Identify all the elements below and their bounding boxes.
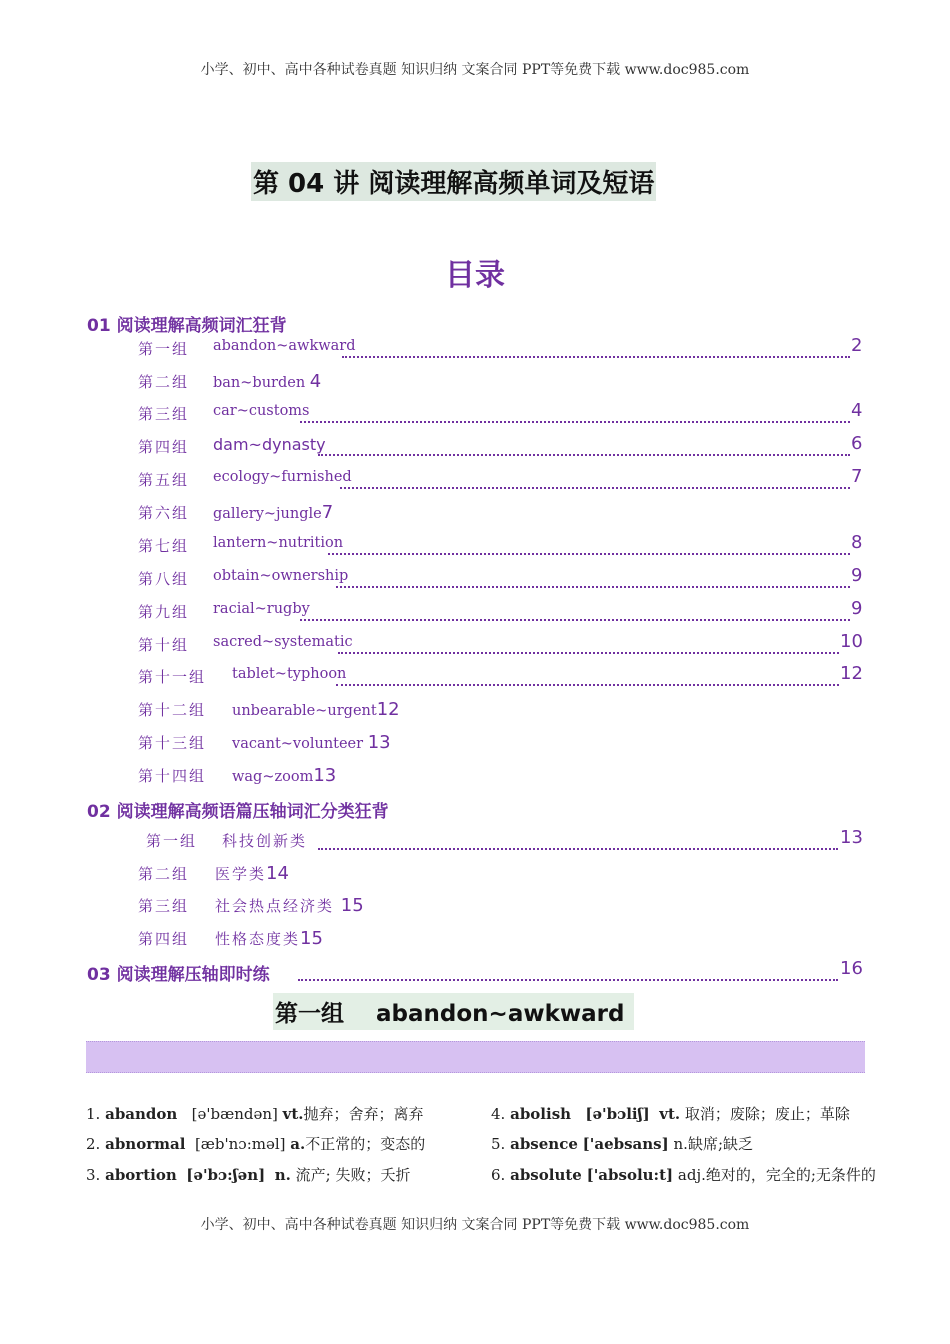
toc-entry-group: 第十二组	[138, 701, 207, 719]
toc-entry-page: 13	[367, 732, 391, 753]
dot-leader	[318, 848, 838, 850]
toc-entry-page: 13	[840, 827, 863, 848]
toc-entry-words	[232, 732, 391, 753]
toc-entry[interactable]	[0, 732, 950, 758]
toc-entry-group: 第五组	[138, 471, 190, 489]
page-header: 小学、初中、高中各种试卷真题 知识归纳 文案合同 PPT等免费下载 www.doc985.com	[200, 62, 750, 78]
toc-entry[interactable]	[0, 433, 950, 462]
toc-entry-group: 第九组	[138, 603, 190, 621]
toc-entry-words: obtain~ownership	[213, 568, 349, 584]
vocab-item	[491, 1133, 753, 1154]
toc-entry[interactable]	[0, 631, 950, 660]
toc-entry-words-text: 性格态度类	[215, 930, 301, 948]
toc-entry[interactable]	[0, 895, 950, 921]
vocab-meaning: 绝对的，完全的;无条件的	[705, 1166, 876, 1184]
vocab-phonetic: ['aebsans]	[582, 1135, 669, 1153]
toc-entry-group: 第十四组	[138, 767, 207, 785]
toc-entry[interactable]	[0, 532, 950, 561]
vocab-meaning: 抛弃；舍弃；离弃	[303, 1105, 424, 1123]
vocab-meaning: 取消；废除；废止；革除	[684, 1105, 850, 1123]
toc-entry-words	[215, 895, 364, 916]
toc-entry-words: ecology~furnished	[213, 469, 352, 485]
dot-leader	[300, 619, 850, 621]
vocab-item	[86, 1164, 411, 1185]
vocab-pos: vt.	[659, 1105, 681, 1123]
toc-entry-page: 9	[851, 565, 863, 586]
toc-entry[interactable]	[0, 598, 950, 627]
toc-entry-group: 第一组	[138, 340, 190, 358]
vocab-word: abortion	[105, 1166, 177, 1184]
toc-entry-words-text: gallery~jungle	[213, 506, 322, 522]
toc-entry-words-text: unbearable~urgent	[232, 703, 377, 719]
toc-section-3-label: 03 阅读理解压轴即时练	[87, 965, 270, 985]
toc-entry-words	[213, 371, 321, 392]
vocab-item	[86, 1133, 425, 1154]
toc-entry-page: 15	[340, 895, 364, 916]
toc-entry-group: 第三组	[138, 897, 190, 915]
vocab-phonetic: [ə'bɔliʃ]	[585, 1105, 650, 1123]
vocab-num: 1.	[86, 1105, 101, 1123]
toc-entry-words	[213, 502, 333, 523]
vocab-meaning: 不正常的；变态的	[305, 1135, 426, 1153]
toc-entry-words: 科技创新类	[222, 832, 308, 850]
toc-entry-group: 第四组	[138, 438, 190, 456]
vocab-num: 5.	[491, 1135, 506, 1153]
vocab-num: 6.	[491, 1166, 506, 1184]
toc-entry-words-text: ban~burden	[213, 375, 306, 391]
vocab-item	[86, 1103, 424, 1124]
toc-entry-page: 8	[851, 532, 863, 553]
toc-entry-page: 7	[321, 502, 334, 523]
vocab-word: abolish	[510, 1105, 572, 1123]
toc-entry-page: 12	[840, 663, 863, 684]
toc-entry-group: 第六组	[138, 504, 190, 522]
toc-entry[interactable]	[0, 466, 950, 495]
dot-leader	[318, 454, 850, 456]
toc-entry-words: car~customs	[213, 403, 310, 419]
toc-entry-words: lantern~nutrition	[213, 535, 344, 551]
dot-leader	[298, 979, 838, 981]
vocab-word: abandon	[105, 1105, 178, 1123]
toc-entry-words: sacred~systematic	[213, 634, 353, 650]
toc-entry-page: 7	[851, 466, 863, 487]
vocab-word: absence	[510, 1135, 578, 1153]
vocab-meaning: 缺席;缺乏	[687, 1135, 753, 1153]
group-heading	[273, 993, 634, 1030]
toc-entry-words	[232, 765, 336, 786]
toc-entry[interactable]	[0, 502, 950, 528]
vocab-word: abnormal	[105, 1135, 186, 1153]
toc-entry[interactable]	[0, 863, 950, 889]
vocab-phonetic: [ə'bɔ:ʃən]	[186, 1166, 266, 1184]
toc-entry-group: 第三组	[138, 405, 190, 423]
vocab-phonetic: ['absolu:t]	[586, 1166, 674, 1184]
vocab-item	[491, 1164, 876, 1185]
toc-entry[interactable]	[0, 565, 950, 594]
toc-entry[interactable]	[0, 765, 950, 791]
toc-entry-group: 第二组	[138, 865, 190, 883]
toc-entry-group: 第十一组	[138, 668, 207, 686]
toc-entry[interactable]	[0, 663, 950, 692]
toc-entry[interactable]	[0, 699, 950, 725]
vocab-num: 3.	[86, 1166, 101, 1184]
vocab-pos: a.	[290, 1135, 306, 1153]
dot-leader	[336, 684, 839, 686]
dot-leader	[340, 487, 850, 489]
toc-entry-words	[215, 928, 323, 949]
toc-entry[interactable]	[0, 400, 950, 429]
toc-entry-words: racial~rugby	[213, 601, 310, 617]
toc-entry-words-text: 社会热点经济类	[215, 897, 335, 915]
toc-entry-group: 第二组	[138, 373, 190, 391]
page-footer: 小学、初中、高中各种试卷真题 知识归纳 文案合同 PPT等免费下载 www.doc985.com	[200, 1217, 750, 1233]
toc-entry-group: 第一组	[146, 832, 198, 850]
vocab-phonetic: [ə'bændən]	[191, 1105, 278, 1123]
vocab-num: 2.	[86, 1135, 101, 1153]
toc-entry-page: 12	[376, 699, 400, 720]
vocab-pos: n.	[673, 1135, 688, 1153]
toc-entry-page: 4	[851, 400, 863, 421]
toc-entry[interactable]	[0, 371, 950, 397]
toc-entry-page: 4	[309, 371, 322, 392]
page-title: 第 04 讲 阅读理解高频单词及短语	[251, 162, 656, 201]
toc-entry-page: 2	[851, 335, 863, 356]
toc-entry[interactable]	[0, 827, 950, 856]
vocab-word: absolute	[510, 1166, 582, 1184]
toc-entry-words-text: wag~zoom	[232, 769, 314, 785]
toc-entry[interactable]	[0, 335, 950, 364]
toc-entry-words-text: 医学类	[215, 865, 267, 883]
vocab-pos: adj.	[677, 1166, 706, 1184]
toc-section-2[interactable]: 02 阅读理解高频语篇压轴词汇分类狂背	[87, 802, 389, 822]
toc-entry-words	[215, 863, 289, 884]
decorative-band	[86, 1041, 865, 1073]
dot-leader	[338, 652, 839, 654]
vocab-pos: vt.	[282, 1105, 304, 1123]
toc-entry-group: 第十组	[138, 636, 190, 654]
toc-entry-group: 第八组	[138, 570, 190, 588]
toc-entry-page: 13	[313, 765, 337, 786]
group-heading-label: 第一组	[275, 1001, 344, 1027]
toc-entry-page: 15	[300, 928, 323, 949]
toc-entry-group: 第十三组	[138, 734, 207, 752]
toc-section-1[interactable]: 01 阅读理解高频词汇狂背	[87, 316, 287, 336]
toc-entry-page: 16	[840, 958, 863, 979]
toc-entry-page: 9	[851, 598, 863, 619]
toc-entry-page: 14	[266, 863, 289, 884]
toc-entry-words: abandon~awkward	[213, 338, 356, 354]
dot-leader	[328, 553, 850, 555]
dot-leader	[336, 586, 850, 588]
dot-leader	[300, 421, 850, 423]
vocab-item	[491, 1103, 850, 1124]
vocab-num: 4.	[491, 1105, 506, 1123]
toc-entry-words: tablet~typhoon	[232, 666, 347, 682]
toc-entry[interactable]	[0, 928, 950, 954]
toc-entry-group: 第七组	[138, 537, 190, 555]
toc-entry-words-text: vacant~volunteer	[232, 736, 364, 752]
vocab-pos: n.	[274, 1166, 291, 1184]
group-heading-words: abandon~awkward	[376, 1001, 625, 1027]
vocab-phonetic: [æb'nɔ:məl]	[194, 1135, 286, 1153]
vocab-meaning: 流产; 失败；夭折	[295, 1166, 411, 1184]
toc-entry-page: 10	[840, 631, 863, 652]
toc-entry-words: dam~dynasty	[213, 435, 326, 454]
toc-entry-page: 6	[851, 433, 863, 454]
toc-title: 目录	[445, 258, 505, 293]
toc-section-3[interactable]	[0, 958, 950, 987]
toc-entry-group: 第四组	[138, 930, 190, 948]
toc-entry-words	[232, 699, 400, 720]
dot-leader	[342, 356, 850, 358]
